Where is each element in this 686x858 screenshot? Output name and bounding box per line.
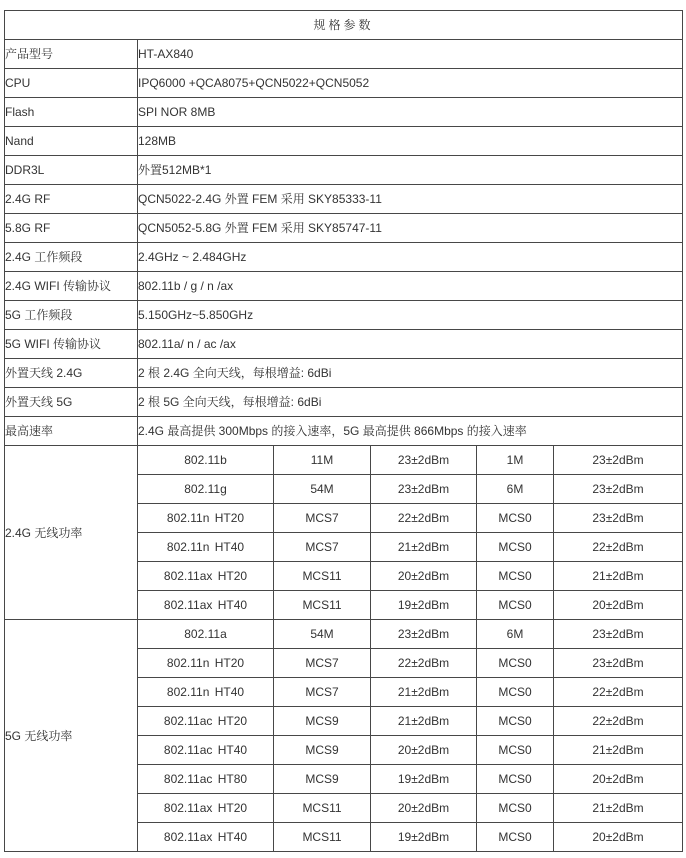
power-24g-power-max: 21±2dBm [371, 533, 477, 562]
spec-row-value: 2.4GHz ~ 2.484GHz [138, 243, 683, 272]
power-24g-protocol: 802.11g [138, 475, 274, 504]
spec-row [5, 243, 683, 272]
power-24g-power-max: 23±2dBm [371, 446, 477, 475]
spec-row-value: 802.11a/ n / ac /ax [138, 330, 683, 359]
power-24g-power-max: 23±2dBm [371, 475, 477, 504]
power-5g-rate-min: MCS0 [477, 794, 554, 823]
power-5g-rate-max: MCS7 [274, 649, 371, 678]
power-5g-rate-min: MCS0 [477, 736, 554, 765]
power-5g-power-max: 21±2dBm [371, 707, 477, 736]
power-24g-rate-min: MCS0 [477, 591, 554, 620]
power-24g-rate-max: MCS11 [274, 562, 371, 591]
spec-row-value: 2 根 2.4G 全向天线，每根增益: 6dBi [138, 359, 683, 388]
power-5g-power-min: 23±2dBm [554, 649, 683, 678]
spec-row-label: CPU [5, 69, 138, 98]
spec-row [5, 69, 683, 98]
spec-row-label: 最高速率 [5, 417, 138, 446]
spec-row [5, 330, 683, 359]
power-24g-protocol: 802.11n HT20 [138, 504, 274, 533]
spec-row [5, 127, 683, 156]
power-24g-rate-min: MCS0 [477, 504, 554, 533]
spec-row-value: HT-AX840 [138, 40, 683, 69]
power-24g-rate-min: MCS0 [477, 562, 554, 591]
power-5g-power-min: 22±2dBm [554, 678, 683, 707]
title-row [5, 11, 683, 40]
power-5g-row [5, 620, 683, 649]
power-5g-power-max: 21±2dBm [371, 678, 477, 707]
spec-row [5, 214, 683, 243]
power-24g-rate-max: MCS11 [274, 591, 371, 620]
spec-row [5, 272, 683, 301]
power-5g-protocol: 802.11ac HT80 [138, 765, 274, 794]
spec-row-label: 外置天线 5G [5, 388, 138, 417]
power-5g-rate-min: MCS0 [477, 678, 554, 707]
spec-row-label: Nand [5, 127, 138, 156]
power-5g-protocol: 802.11ac HT20 [138, 707, 274, 736]
power-5g-power-max: 19±2dBm [371, 765, 477, 794]
power-5g-protocol: 802.11ax HT20 [138, 794, 274, 823]
power-24g-label: 2.4G 无线功率 [5, 446, 138, 620]
power-5g-rate-max: MCS11 [274, 794, 371, 823]
power-5g-rate-max: MCS11 [274, 823, 371, 852]
power-24g-power-min: 21±2dBm [554, 562, 683, 591]
power-5g-power-min: 20±2dBm [554, 765, 683, 794]
spec-table [4, 10, 683, 852]
power-24g-power-max: 19±2dBm [371, 591, 477, 620]
spec-row-label: 产品型号 [5, 40, 138, 69]
power-5g-rate-min: MCS0 [477, 765, 554, 794]
power-24g-protocol: 802.11ax HT20 [138, 562, 274, 591]
power-5g-rate-min: MCS0 [477, 649, 554, 678]
power-24g-power-max: 22±2dBm [371, 504, 477, 533]
power-5g-protocol: 802.11n HT40 [138, 678, 274, 707]
spec-sheet [4, 10, 683, 852]
power-5g-power-max: 20±2dBm [371, 736, 477, 765]
spec-row [5, 156, 683, 185]
power-5g-protocol: 802.11ax HT40 [138, 823, 274, 852]
power-24g-rate-min: 1M [477, 446, 554, 475]
spec-row-value: 128MB [138, 127, 683, 156]
power-5g-power-max: 20±2dBm [371, 794, 477, 823]
power-5g-rate-max: 54M [274, 620, 371, 649]
power-5g-rate-max: MCS7 [274, 678, 371, 707]
power-24g-power-max: 20±2dBm [371, 562, 477, 591]
spec-row-label: 5.8G RF [5, 214, 138, 243]
spec-row-label: 外置天线 2.4G [5, 359, 138, 388]
power-5g-rate-max: MCS9 [274, 707, 371, 736]
spec-row [5, 185, 683, 214]
power-5g-protocol: 802.11n HT20 [138, 649, 274, 678]
power-5g-power-min: 21±2dBm [554, 736, 683, 765]
power-5g-label: 5G 无线功率 [5, 620, 138, 852]
spec-row [5, 40, 683, 69]
power-24g-rate-max: MCS7 [274, 533, 371, 562]
power-24g-rate-min: MCS0 [477, 533, 554, 562]
power-24g-row [5, 446, 683, 475]
spec-row-value: 外置512MB*1 [138, 156, 683, 185]
spec-row-value: 2.4G 最高提供 300Mbps 的接入速率，5G 最高提供 866Mbps 的接入速率 [138, 417, 683, 446]
spec-row-label: Flash [5, 98, 138, 127]
spec-row-value: SPI NOR 8MB [138, 98, 683, 127]
power-5g-power-min: 20±2dBm [554, 823, 683, 852]
power-24g-power-min: 23±2dBm [554, 504, 683, 533]
power-5g-rate-min: MCS0 [477, 823, 554, 852]
spec-row-label: DDR3L [5, 156, 138, 185]
spec-row-label: 5G 工作频段 [5, 301, 138, 330]
power-5g-rate-min: 6M [477, 620, 554, 649]
power-5g-protocol: 802.11ac HT40 [138, 736, 274, 765]
page-title: 规格参数 [5, 11, 683, 40]
spec-row-label: 2.4G 工作频段 [5, 243, 138, 272]
spec-row [5, 98, 683, 127]
power-24g-power-min: 22±2dBm [554, 533, 683, 562]
power-5g-power-max: 23±2dBm [371, 620, 477, 649]
spec-row [5, 417, 683, 446]
spec-row [5, 359, 683, 388]
spec-row-value: QCN5022-2.4G 外置 FEM 采用 SKY85333-11 [138, 185, 683, 214]
power-24g-rate-max: MCS7 [274, 504, 371, 533]
spec-row-value: 2 根 5G 全向天线，每根增益: 6dBi [138, 388, 683, 417]
power-5g-protocol: 802.11a [138, 620, 274, 649]
power-5g-rate-min: MCS0 [477, 707, 554, 736]
spec-row-value: IPQ6000 +QCA8075+QCN5022+QCN5052 [138, 69, 683, 98]
power-5g-power-max: 22±2dBm [371, 649, 477, 678]
spec-row-label: 2.4G WIFI 传输协议 [5, 272, 138, 301]
power-5g-power-min: 23±2dBm [554, 620, 683, 649]
spec-row-value: 5.150GHz~5.850GHz [138, 301, 683, 330]
power-5g-rate-max: MCS9 [274, 736, 371, 765]
power-24g-protocol: 802.11n HT40 [138, 533, 274, 562]
spec-row-label: 2.4G RF [5, 185, 138, 214]
power-24g-rate-max: 11M [274, 446, 371, 475]
power-5g-rate-max: MCS9 [274, 765, 371, 794]
power-24g-power-min: 23±2dBm [554, 475, 683, 504]
power-24g-power-min: 20±2dBm [554, 591, 683, 620]
power-24g-rate-min: 6M [477, 475, 554, 504]
spec-row-value: 802.11b / g / n /ax [138, 272, 683, 301]
power-24g-power-min: 23±2dBm [554, 446, 683, 475]
spec-row-label: 5G WIFI 传输协议 [5, 330, 138, 359]
power-5g-power-min: 21±2dBm [554, 794, 683, 823]
spec-row [5, 388, 683, 417]
power-24g-protocol: 802.11b [138, 446, 274, 475]
spec-table-body [5, 11, 683, 852]
spec-row [5, 301, 683, 330]
power-5g-power-min: 22±2dBm [554, 707, 683, 736]
power-5g-power-max: 19±2dBm [371, 823, 477, 852]
power-24g-rate-max: 54M [274, 475, 371, 504]
power-24g-protocol: 802.11ax HT40 [138, 591, 274, 620]
spec-row-value: QCN5052-5.8G 外置 FEM 采用 SKY85747-11 [138, 214, 683, 243]
